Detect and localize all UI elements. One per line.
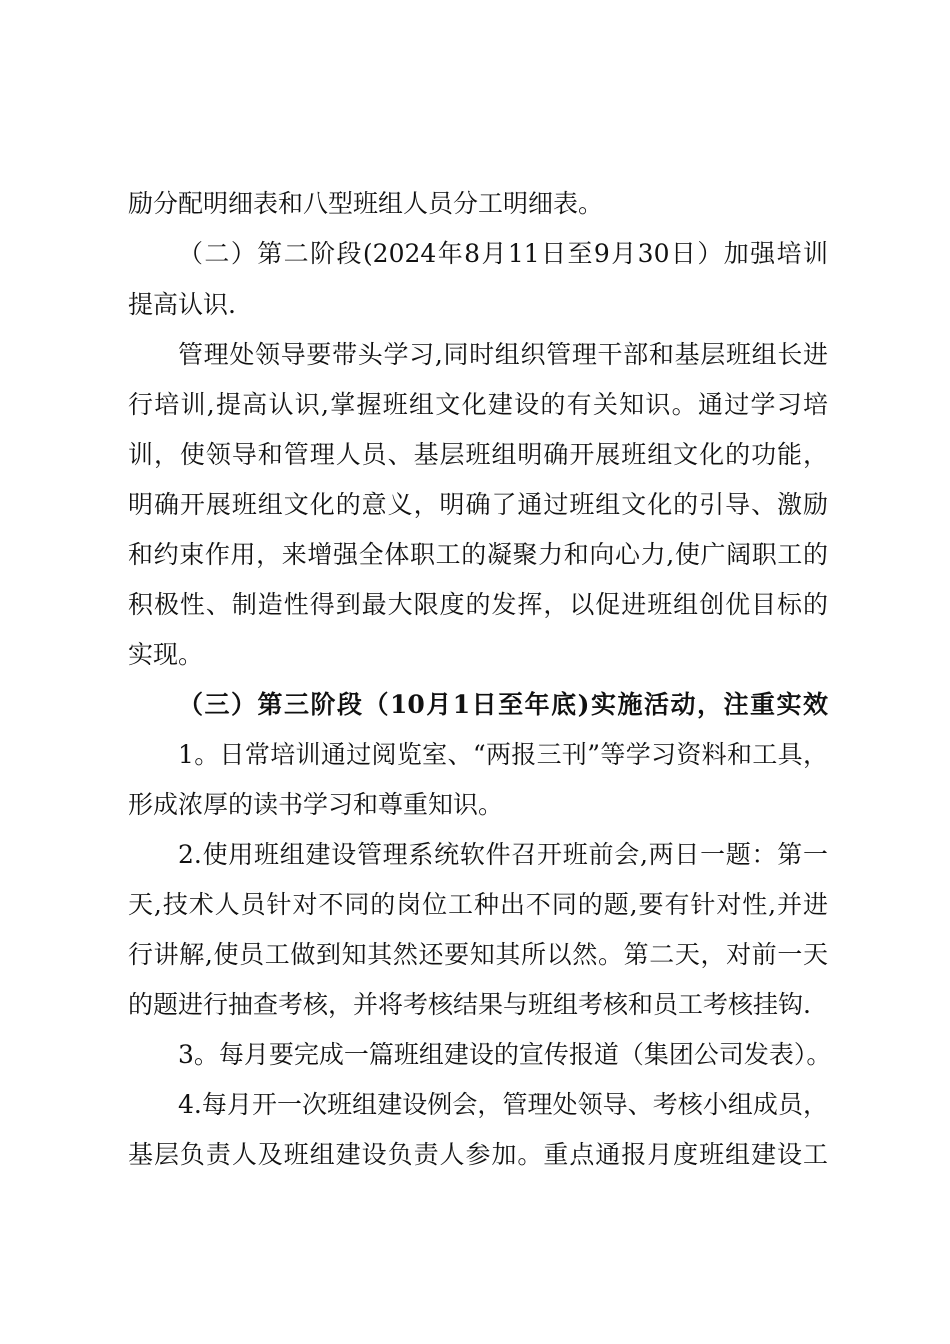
paragraph-line: 训，使领导和管理人员、基层班组明确开展班组文化的功能， bbox=[128, 440, 828, 469]
paragraph-line: 行培训,提高认识,掌握班组文化建设的有关知识。通过学习培 bbox=[128, 390, 828, 419]
paragraph-line: 明确开展班组文化的意义，明确了通过班组文化的引导、激励 bbox=[128, 490, 828, 519]
list-item-line: 基层负责人及班组建设负责人参加。重点通报月度班组建设工 bbox=[128, 1140, 828, 1169]
list-item-line: 行讲解,使员工做到知其然还要知其所以然。第二天，对前一天 bbox=[128, 940, 828, 969]
paragraph-line: 励分配明细表和八型班组人员分工明细表。 bbox=[128, 189, 604, 218]
list-item-line: 天,技术人员针对不同的岗位工种出不同的题,要有针对性,并进 bbox=[128, 890, 828, 919]
paragraph-line: 和约束作用，来增强全体职工的凝聚力和向心力,使广阔职工的 bbox=[128, 540, 828, 569]
section-heading-line: （二）第二阶段(2024年8月11日至9月30日）加强培训 bbox=[178, 239, 828, 268]
list-item-line: 2.使用班组建设管理系统软件召开班前会,两日一题：第一 bbox=[178, 840, 828, 869]
list-item-line: 形成浓厚的读书学习和尊重知识。 bbox=[128, 790, 504, 819]
list-item-line: 3。每月要完成一篇班组建设的宣传报道（集团公司发表）。 bbox=[178, 1040, 832, 1069]
list-item-line: 4.每月开一次班组建设例会，管理处领导、考核小组成员， bbox=[178, 1090, 828, 1119]
paragraph-line: 实现。 bbox=[128, 640, 204, 669]
list-item-line: 1。日常培训通过阅览室、“两报三刊”等学习资料和工具， bbox=[178, 740, 828, 769]
paragraph-line: 管理处领导要带头学习,同时组织管理干部和基层班组长进 bbox=[178, 340, 828, 369]
paragraph-line: 积极性、制造性得到最大限度的发挥，以促进班组创优目标的 bbox=[128, 590, 828, 619]
section-heading-line: 提高认识. bbox=[128, 290, 236, 319]
section-heading: （三）第三阶段（10月1日至年底)实施活动，注重实效 bbox=[178, 690, 828, 719]
list-item-line: 的题进行抽查考核，并将考核结果与班组考核和员工考核挂钩. bbox=[128, 990, 811, 1019]
